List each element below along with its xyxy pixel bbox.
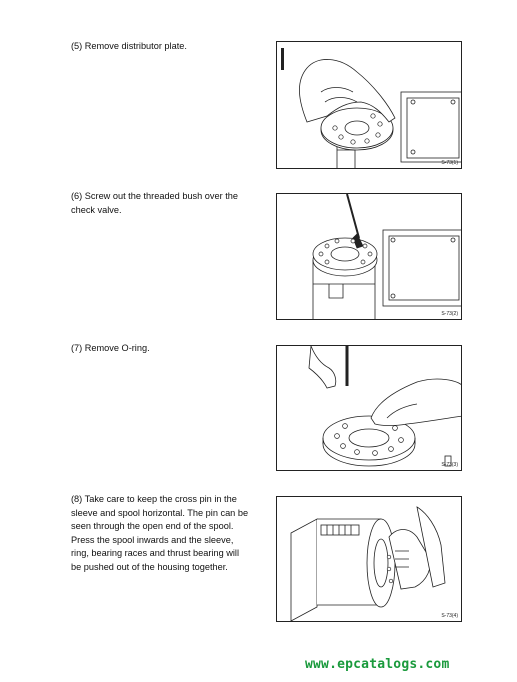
step-7 bbox=[71, 342, 249, 356]
step-6 bbox=[71, 190, 251, 217]
figure-code: S-73(1) bbox=[441, 160, 458, 166]
figure-code: S-73(4) bbox=[441, 613, 458, 619]
step-5-text: (5) Remove distributor plate. bbox=[71, 41, 187, 51]
figure-step-7 bbox=[276, 345, 462, 471]
o-ring-removal-illustration bbox=[277, 346, 462, 471]
watermark: www.epcatalogs.com bbox=[305, 657, 450, 672]
step-8-text: (8) Take care to keep the cross pin in the sleeve and spool horizontal. The pin can be seen through the open end of the spool. Press the spool inwards and the sleeve, ring, bearing races and thrust bearing will be pushed out of the housing together. bbox=[71, 494, 249, 572]
step-5 bbox=[71, 40, 249, 54]
figure-step-5 bbox=[276, 41, 462, 169]
distributor-plate-illustration bbox=[277, 42, 462, 169]
step-8 bbox=[71, 493, 251, 575]
threaded-bush-illustration bbox=[277, 194, 462, 320]
figure-step-8 bbox=[276, 496, 462, 622]
figure-code: S-73(2) bbox=[441, 311, 458, 317]
spool-sleeve-illustration bbox=[277, 497, 462, 622]
figure-step-6 bbox=[276, 193, 462, 320]
step-6-text: (6) Screw out the threaded bush over the check valve. bbox=[71, 191, 239, 215]
figure-code: S-73(3) bbox=[441, 462, 458, 468]
step-7-text: (7) Remove O-ring. bbox=[71, 343, 150, 353]
